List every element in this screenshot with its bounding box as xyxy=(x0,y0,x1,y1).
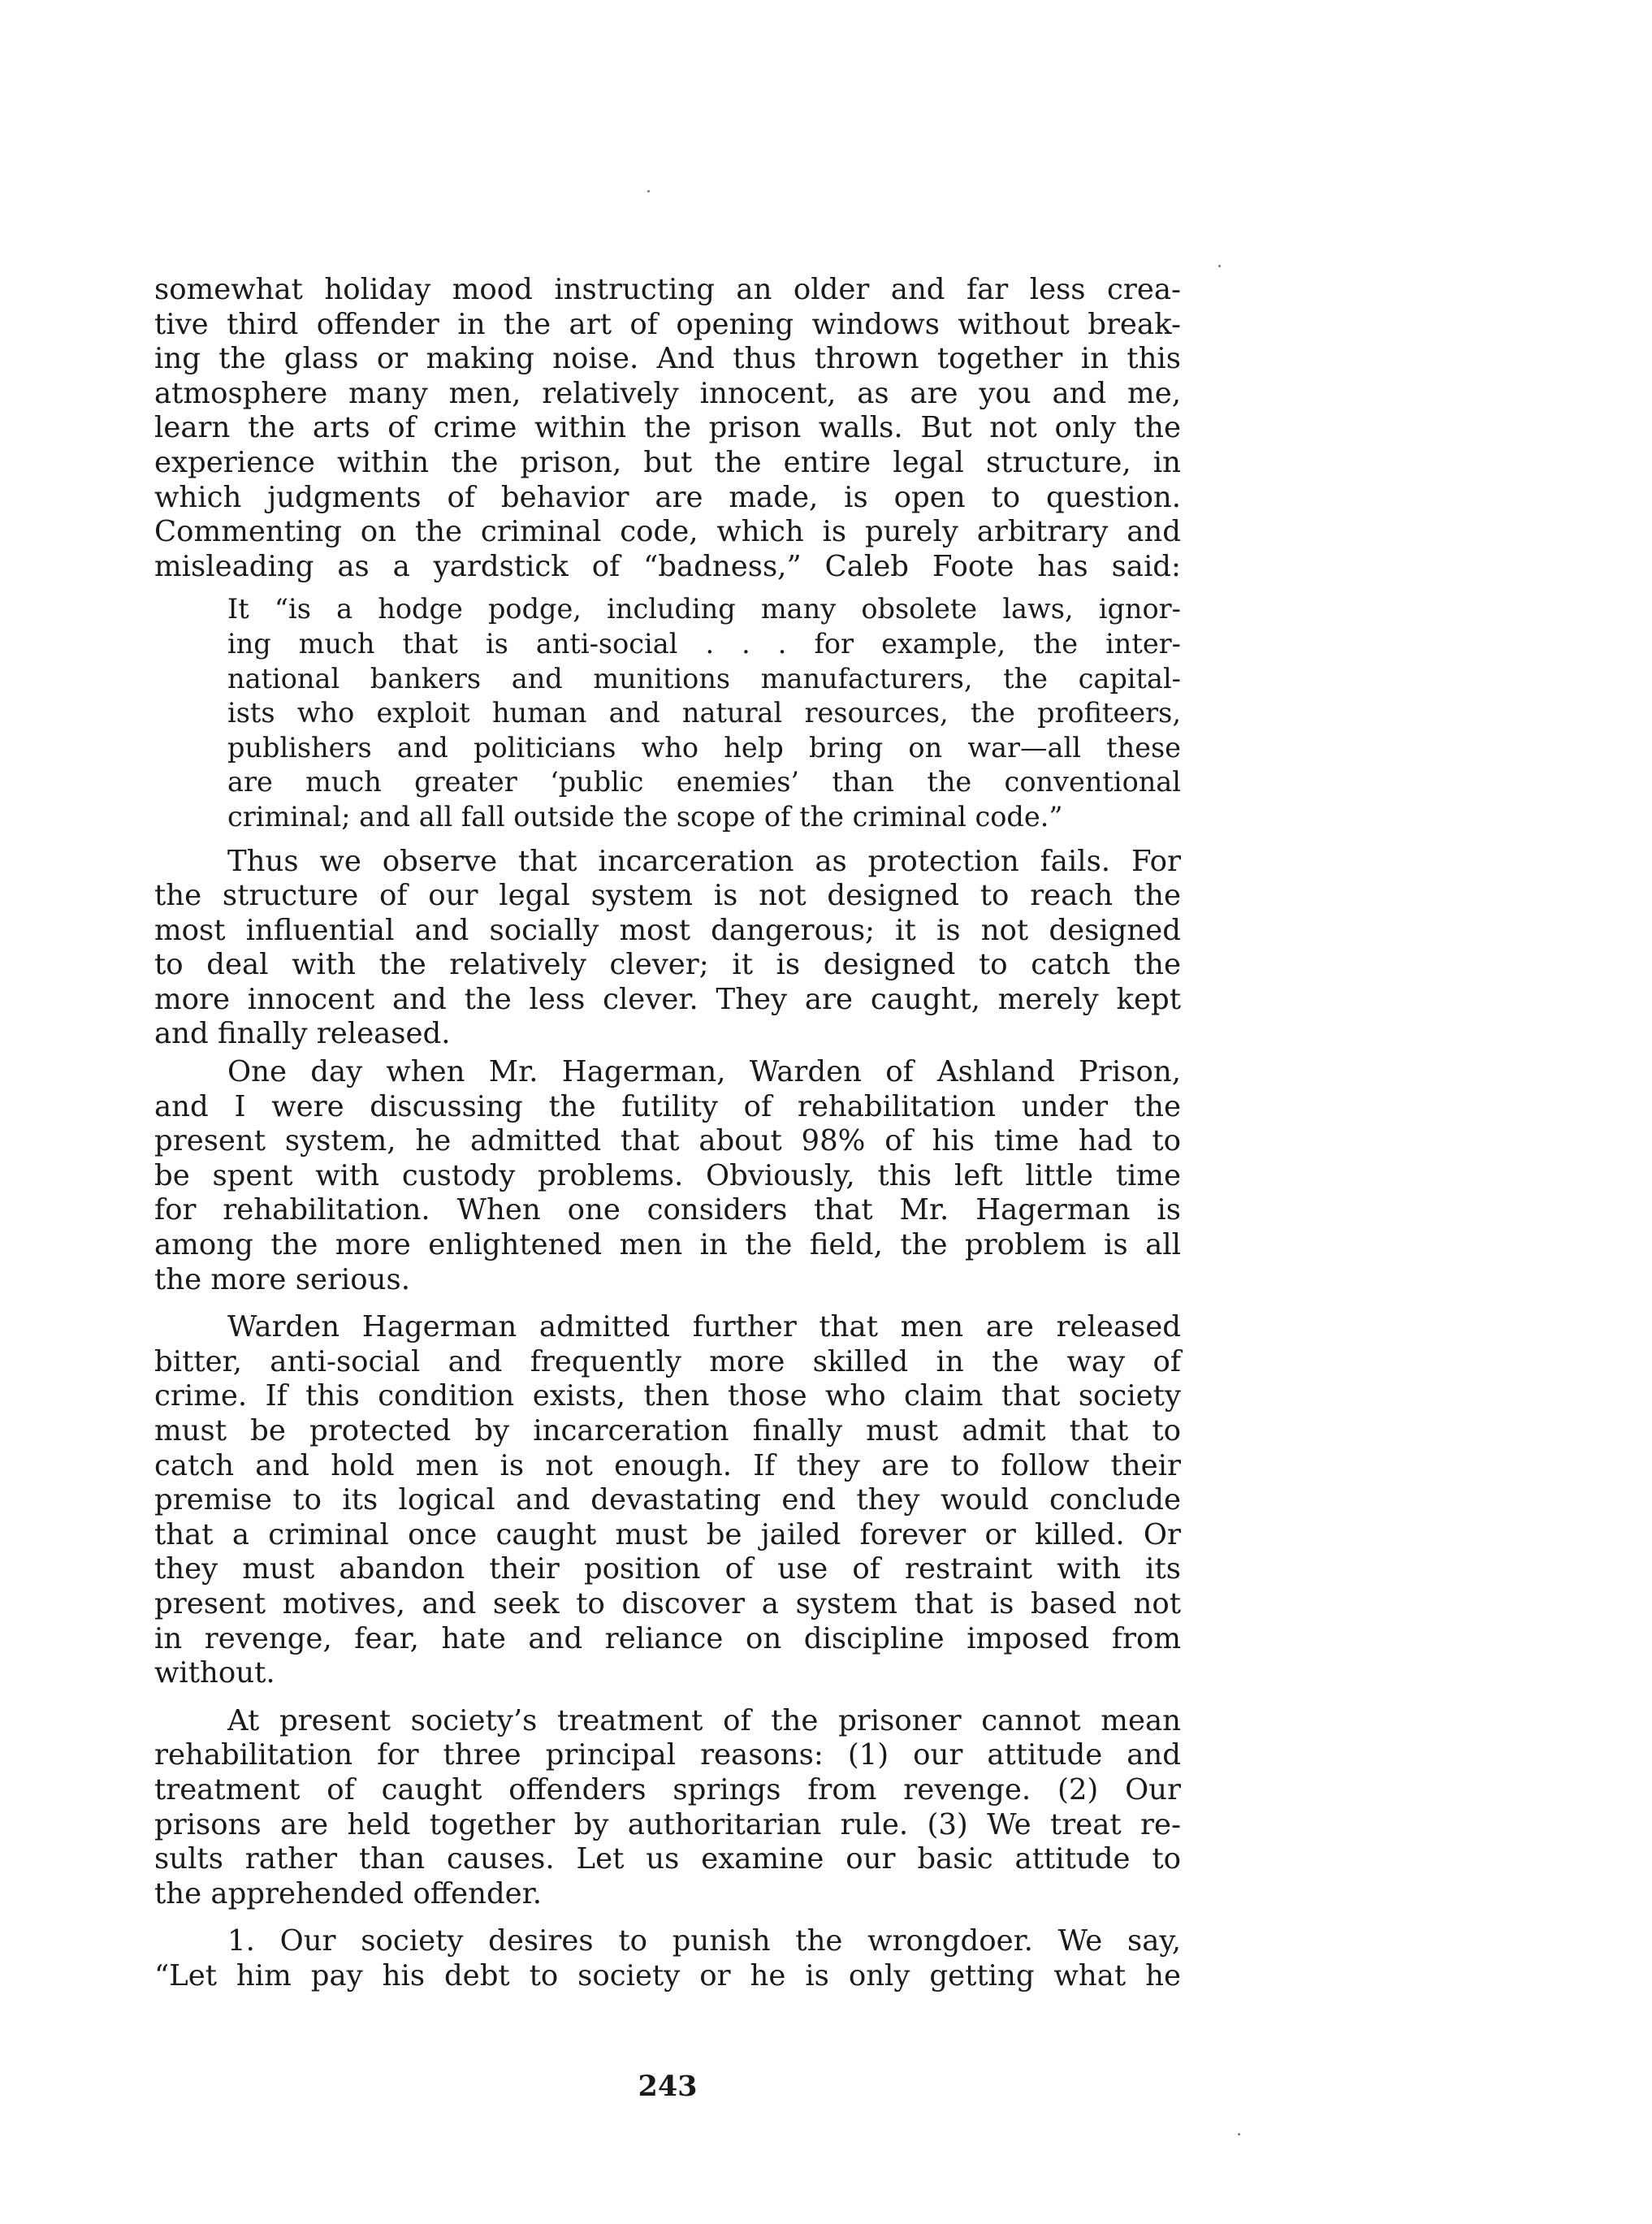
text-line: among the more enlightened men in the field, the problem is all xyxy=(154,1228,1181,1262)
text-line: misleading as a yardstick of “badness,” Caleb Foote has said: xyxy=(154,549,1181,583)
text-line: and I were discussing the futility of rehabilitation under the xyxy=(154,1089,1181,1123)
quote-line: publishers and politicians who help bring on war—all these xyxy=(227,731,1181,764)
text-line: experience within the prison, but the entire legal structure, in xyxy=(154,445,1181,479)
text-line: At present society’s treatment of the prisoner cannot mean xyxy=(227,1703,1181,1737)
quote-line: national bankers and munitions manufacturers, the capital- xyxy=(227,662,1181,694)
text-line: premise to its logical and devastating end they would conclude xyxy=(154,1483,1181,1517)
top-speck xyxy=(647,190,650,193)
paragraph-2 xyxy=(154,845,1181,1053)
text-line: One day when Mr. Hagerman, Warden of Ashland Prison, xyxy=(227,1055,1181,1089)
text-line: the structure of our legal system is not designed to reach the xyxy=(154,879,1181,913)
text-line: prisons are held together by authoritarian rule. (3) We treat re- xyxy=(154,1807,1181,1841)
paragraph-3 xyxy=(154,1055,1181,1297)
text-line: in revenge, fear, hate and reliance on discipline imposed from xyxy=(154,1621,1181,1655)
text-line: Warden Hagerman admitted further that men are released xyxy=(227,1310,1181,1344)
text-line: learn the arts of crime within the prison walls. But not only the xyxy=(154,411,1181,445)
text-line: the apprehended offender. xyxy=(154,1876,543,1910)
text-line: the more serious. xyxy=(154,1262,411,1296)
text-line: sults rather than causes. Let us examine our basic attitude to xyxy=(154,1842,1181,1876)
text-line: they must abandon their position of use of restraint with its xyxy=(154,1552,1181,1586)
text-line: Commenting on the criminal code, which is purely arbitrary and xyxy=(154,515,1181,549)
text-line: tive third offender in the art of opening windows without break- xyxy=(154,307,1181,341)
right-speck xyxy=(1218,265,1221,267)
text-line: for rehabilitation. When one considers that Mr. Hagerman is xyxy=(154,1193,1181,1227)
paragraph-6 xyxy=(154,1924,1181,1993)
text-line: bitter, anti-social and frequently more skilled in the way of xyxy=(154,1344,1181,1378)
quote-line: are much greater ‘public enemies’ than the conventional xyxy=(227,766,1181,798)
quote-line: ing much that is anti-social . . . for example, the inter- xyxy=(227,627,1181,660)
bottom-right-speck xyxy=(1238,2133,1240,2135)
text-line: treatment of caught offenders springs from revenge. (2) Our xyxy=(154,1772,1181,1806)
quote-line: It “is a hodge podge, including many obsolete laws, ignor- xyxy=(227,593,1181,625)
quote-line: criminal; and all fall outside the scope of the criminal code.” xyxy=(227,800,1063,833)
text-line: “Let him pay his debt to society or he is only getting what he xyxy=(154,1958,1181,1993)
text-line: most influential and socially most dangerous; it is not designed xyxy=(154,913,1181,947)
text-line: crime. If this condition exists, then those who claim that society xyxy=(154,1379,1181,1413)
text-line: and finally released. xyxy=(154,1017,451,1051)
text-line: more innocent and the less clever. They are caught, merely kept xyxy=(154,982,1181,1016)
block-quote xyxy=(154,592,1181,834)
paragraph-4 xyxy=(154,1310,1181,1691)
text-line: somewhat holiday mood instructing an older and far less crea- xyxy=(154,273,1181,306)
text-line: 1. Our society desires to punish the wrongdoer. We say, xyxy=(227,1924,1181,1958)
paragraph-1 xyxy=(154,273,1181,584)
text-line: be spent with custody problems. Obviously, this left little time xyxy=(154,1158,1181,1192)
text-line: that a criminal once caught must be jailed forever or killed. Or xyxy=(154,1517,1181,1551)
text-line: Thus we observe that incarceration as protection fails. For xyxy=(227,844,1181,878)
text-line: atmosphere many men, relatively innocent, as are you and me, xyxy=(154,376,1181,410)
text-line: present system, he admitted that about 98% of his time had to xyxy=(154,1124,1181,1158)
page-number: 243 xyxy=(638,2070,698,2103)
text-line: which judgments of behavior are made, is open to question. xyxy=(154,480,1181,514)
text-line: present motives, and seek to discover a system that is based not xyxy=(154,1586,1181,1620)
text-line: to deal with the relatively clever; it is designed to catch the xyxy=(154,948,1181,982)
document-page xyxy=(154,273,1181,1994)
paragraph-5 xyxy=(154,1704,1181,1912)
quote-line: ists who exploit human and natural resources, the profiteers, xyxy=(227,697,1181,729)
text-line: catch and hold men is not enough. If they are to follow their xyxy=(154,1448,1181,1482)
text-line: without. xyxy=(154,1656,275,1690)
text-line: ing the glass or making noise. And thus thrown together in this xyxy=(154,342,1181,376)
text-line: must be protected by incarceration finally must admit that to xyxy=(154,1414,1181,1447)
text-line: rehabilitation for three principal reasons: (1) our attitude and xyxy=(154,1738,1181,1772)
